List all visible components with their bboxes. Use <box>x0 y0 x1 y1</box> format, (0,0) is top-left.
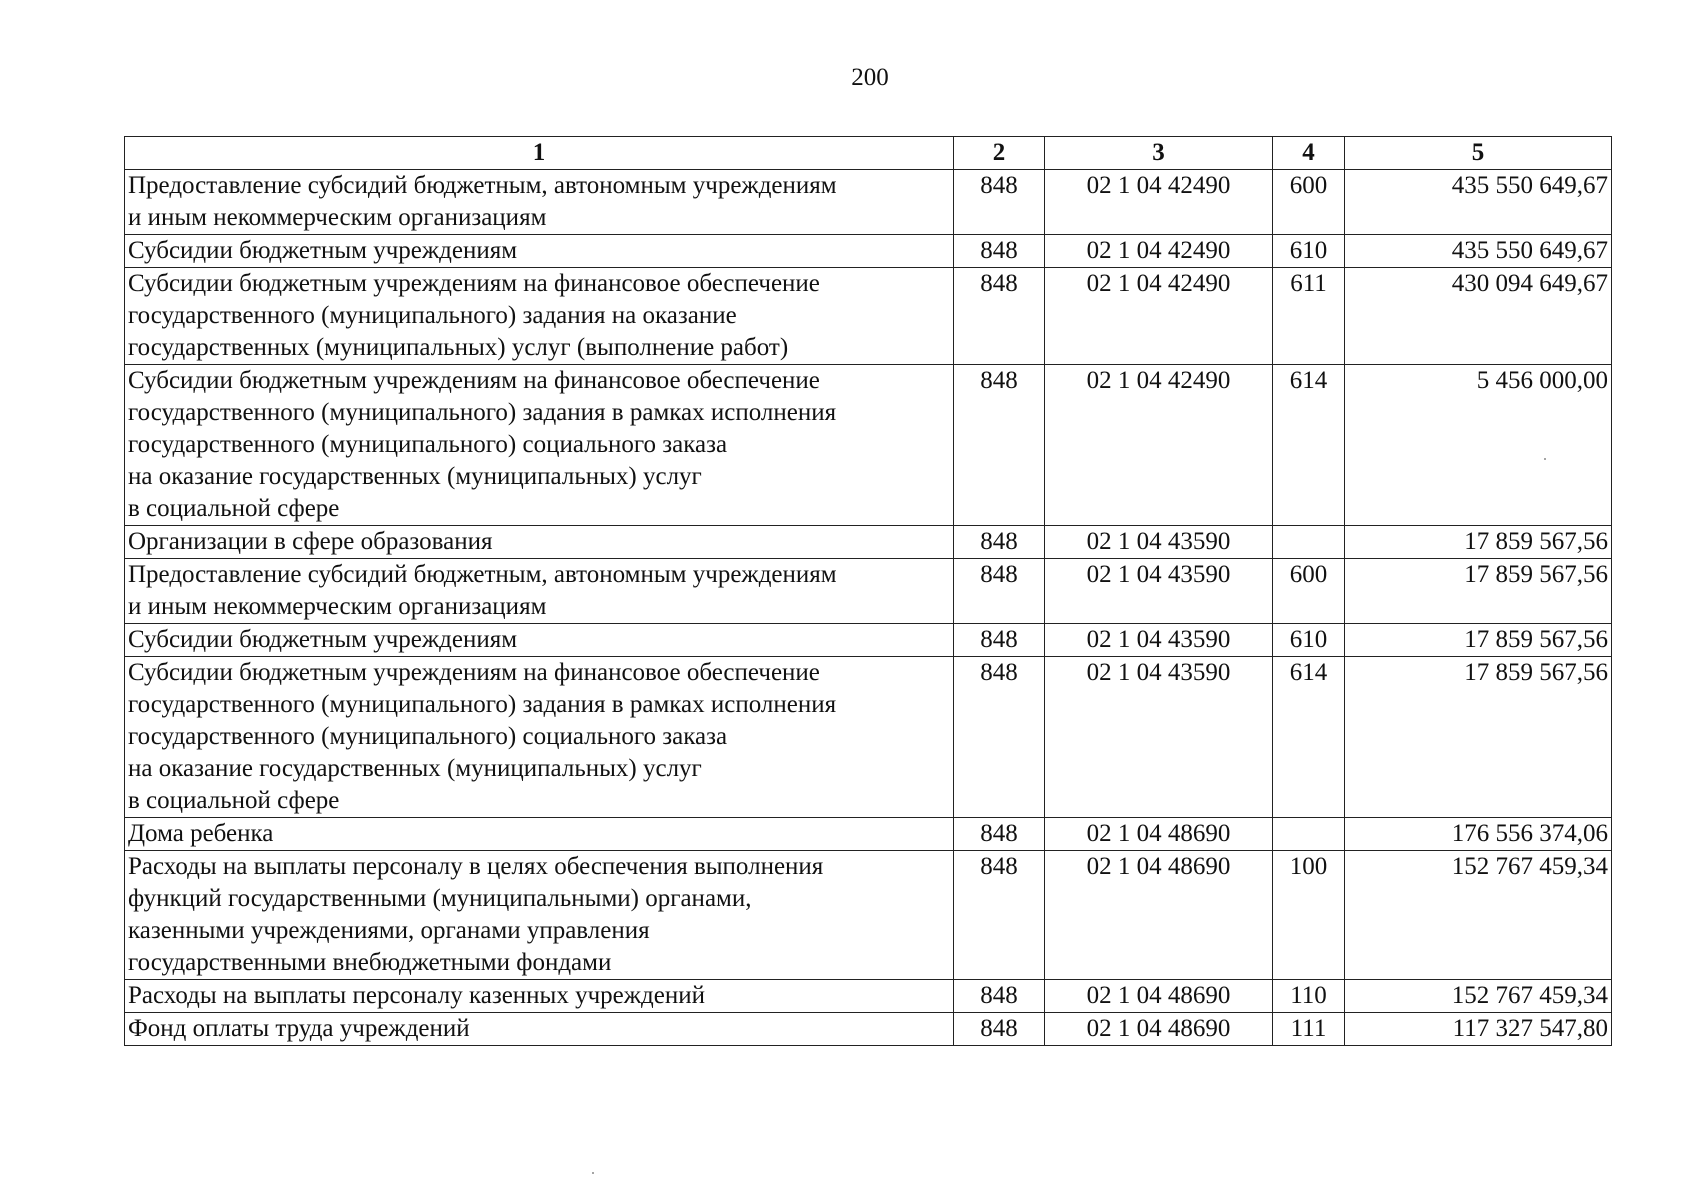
row-ministry-code-cell: 848 <box>954 1013 1045 1046</box>
table-row <box>125 235 1612 268</box>
table-row <box>125 268 1612 365</box>
row-ministry-code-cell: 848 <box>954 818 1045 851</box>
row-amount-cell: 17 859 567,56 <box>1345 657 1612 818</box>
row-amount-cell: 152 767 459,34 <box>1345 851 1612 980</box>
header-row <box>125 137 1612 170</box>
row-name-cell: Субсидии бюджетным учреждениям на финансовое обеспечение государственного (муниципального) задания в рамках исполнения государственного (муниципального) социального заказа на оказание государственных (муниципальных) услуг в социальной сфере <box>125 365 954 526</box>
scan-speck <box>592 1172 594 1174</box>
row-expense-type-cell: 610 <box>1273 235 1345 268</box>
table-row <box>125 170 1612 235</box>
row-target-article-cell: 02 1 04 48690 <box>1045 851 1273 980</box>
table-row <box>125 365 1612 526</box>
row-target-article-cell: 02 1 04 42490 <box>1045 170 1273 235</box>
column-header-1: 1 <box>125 137 954 170</box>
row-ministry-code-cell: 848 <box>954 624 1045 657</box>
row-name-cell: Фонд оплаты труда учреждений <box>125 1013 954 1046</box>
row-target-article-cell: 02 1 04 42490 <box>1045 235 1273 268</box>
row-expense-type-cell <box>1273 526 1345 559</box>
row-amount-cell: 435 550 649,67 <box>1345 170 1612 235</box>
table-row <box>125 526 1612 559</box>
row-amount-cell: 117 327 547,80 <box>1345 1013 1612 1046</box>
row-amount-cell: 17 859 567,56 <box>1345 624 1612 657</box>
table-body <box>125 170 1612 1046</box>
row-name-cell: Субсидии бюджетным учреждениям на финансовое обеспечение государственного (муниципального) задания на оказание государственных (муниципальных) услуг (выполнение работ) <box>125 268 954 365</box>
row-amount-cell: 152 767 459,34 <box>1345 980 1612 1013</box>
row-expense-type-cell: 611 <box>1273 268 1345 365</box>
table-row <box>125 1013 1612 1046</box>
table-row <box>125 624 1612 657</box>
row-name-cell: Предоставление субсидий бюджетным, автономным учреждениям и иным некоммерческим организациям <box>125 559 954 624</box>
table-row <box>125 657 1612 818</box>
scan-speck <box>1544 458 1546 460</box>
row-name-cell: Субсидии бюджетным учреждениям на финансовое обеспечение государственного (муниципального) задания в рамках исполнения государственного (муниципального) социального заказа на оказание государственных (муниципальных) услуг в социальной сфере <box>125 657 954 818</box>
table-header <box>125 137 1612 170</box>
row-ministry-code-cell: 848 <box>954 365 1045 526</box>
row-expense-type-cell <box>1273 818 1345 851</box>
row-name-cell: Расходы на выплаты персоналу казенных учреждений <box>125 980 954 1013</box>
row-name-cell: Организации в сфере образования <box>125 526 954 559</box>
row-amount-cell: 176 556 374,06 <box>1345 818 1612 851</box>
row-expense-type-cell: 100 <box>1273 851 1345 980</box>
row-target-article-cell: 02 1 04 42490 <box>1045 365 1273 526</box>
row-target-article-cell: 02 1 04 43590 <box>1045 559 1273 624</box>
row-ministry-code-cell: 848 <box>954 657 1045 818</box>
row-expense-type-cell: 610 <box>1273 624 1345 657</box>
row-expense-type-cell: 111 <box>1273 1013 1345 1046</box>
row-target-article-cell: 02 1 04 42490 <box>1045 268 1273 365</box>
row-target-article-cell: 02 1 04 43590 <box>1045 526 1273 559</box>
row-target-article-cell: 02 1 04 48690 <box>1045 980 1273 1013</box>
row-target-article-cell: 02 1 04 48690 <box>1045 818 1273 851</box>
row-ministry-code-cell: 848 <box>954 170 1045 235</box>
row-expense-type-cell: 600 <box>1273 559 1345 624</box>
row-name-cell: Предоставление субсидий бюджетным, автономным учреждениям и иным некоммерческим организациям <box>125 170 954 235</box>
row-amount-cell: 5 456 000,00 <box>1345 365 1612 526</box>
row-ministry-code-cell: 848 <box>954 526 1045 559</box>
row-target-article-cell: 02 1 04 43590 <box>1045 624 1273 657</box>
row-name-cell: Расходы на выплаты персоналу в целях обеспечения выполнения функций государственными (муниципальными) органами, казенными учреждениями, органами управления государственными внебюджетными фондами <box>125 851 954 980</box>
row-amount-cell: 17 859 567,56 <box>1345 559 1612 624</box>
row-ministry-code-cell: 848 <box>954 235 1045 268</box>
table-row <box>125 559 1612 624</box>
row-name-cell: Дома ребенка <box>125 818 954 851</box>
column-header-4: 4 <box>1273 137 1345 170</box>
row-ministry-code-cell: 848 <box>954 851 1045 980</box>
page-number: 200 <box>851 64 889 91</box>
row-expense-type-cell: 614 <box>1273 365 1345 526</box>
table-row <box>125 980 1612 1013</box>
row-amount-cell: 430 094 649,67 <box>1345 268 1612 365</box>
row-amount-cell: 435 550 649,67 <box>1345 235 1612 268</box>
row-ministry-code-cell: 848 <box>954 559 1045 624</box>
row-expense-type-cell: 614 <box>1273 657 1345 818</box>
row-ministry-code-cell: 848 <box>954 268 1045 365</box>
table-row <box>125 818 1612 851</box>
column-header-5: 5 <box>1345 137 1612 170</box>
row-target-article-cell: 02 1 04 43590 <box>1045 657 1273 818</box>
row-expense-type-cell: 600 <box>1273 170 1345 235</box>
budget-table <box>124 136 1612 1046</box>
table-row <box>125 851 1612 980</box>
row-target-article-cell: 02 1 04 48690 <box>1045 1013 1273 1046</box>
row-ministry-code-cell: 848 <box>954 980 1045 1013</box>
column-header-2: 2 <box>954 137 1045 170</box>
row-name-cell: Субсидии бюджетным учреждениям <box>125 235 954 268</box>
row-expense-type-cell: 110 <box>1273 980 1345 1013</box>
row-amount-cell: 17 859 567,56 <box>1345 526 1612 559</box>
column-header-3: 3 <box>1045 137 1273 170</box>
row-name-cell: Субсидии бюджетным учреждениям <box>125 624 954 657</box>
